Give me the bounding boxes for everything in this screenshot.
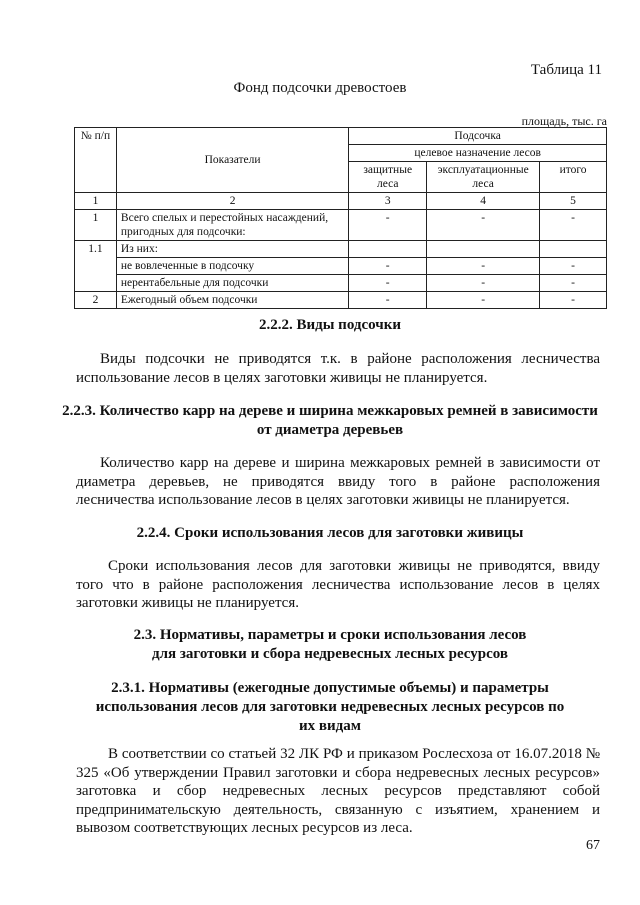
section-heading-2-3: 2.3. Нормативы, параметры и сроки использования лесов для заготовки и сбора недревесных лесных ресурсов xyxy=(133,627,527,662)
index-cell: 5 xyxy=(540,193,607,210)
row-label: нерентабельные для подсочки xyxy=(116,275,348,292)
row-value: - xyxy=(540,292,607,309)
row-value: - xyxy=(427,258,540,275)
header-protective: защитные леса xyxy=(349,162,427,193)
table-label: Таблица 11 xyxy=(530,62,602,78)
table-row xyxy=(75,210,607,241)
row-value: - xyxy=(349,292,427,309)
table-row xyxy=(75,258,607,275)
row-label: Всего спелых и перестойных насаждений, пригодных для подсочки: xyxy=(116,210,348,241)
tapping-fund-table xyxy=(74,127,607,309)
index-cell: 3 xyxy=(349,193,427,210)
header-number: № п/п xyxy=(75,128,117,193)
table-title: Фонд подсочки древостоев xyxy=(233,80,407,96)
index-cell: 4 xyxy=(427,193,540,210)
row-label: Ежегодный объем подсочки xyxy=(116,292,348,309)
row-value: - xyxy=(540,210,607,241)
row-label: не вовлеченные в подсочку xyxy=(116,258,348,275)
section-heading-2-2-2: 2.2.2. Виды подсочки xyxy=(258,317,401,333)
section-heading-2-3-1: 2.3.1. Нормативы (ежегодные допустимые объемы) и параметры использования лесов для заготовки недревесных лесных ресурсов по их видам xyxy=(95,680,565,734)
index-cell: 1 xyxy=(75,193,117,210)
row-value: - xyxy=(427,275,540,292)
header-exploitation: эксплуатационные леса xyxy=(427,162,540,193)
table-row xyxy=(75,241,607,258)
section-paragraph-2-2-4: Сроки использования лесов для заготовки живицы не приводятся, ввиду того что в районе расположения лесничества использование лесов в целях заготовки живицы не планируется. xyxy=(76,558,600,611)
table-row xyxy=(75,275,607,292)
row-value: - xyxy=(349,275,427,292)
section-paragraph-2-2-3: Количество карр на дереве и ширина межкаровых ремней в зависимости от диаметра деревьев, не приводятся ввиду того в районе расположения лесничества использование лесов в целях заготовки живицы не планируется. xyxy=(76,455,600,508)
row-value: - xyxy=(349,258,427,275)
section-heading-2-2-4: 2.2.4. Сроки использования лесов для заготовки живицы xyxy=(136,525,524,541)
page-number: 67 xyxy=(586,838,600,853)
section-heading-2-2-3: 2.2.3. Количество карр на дереве и ширина межкаровых ремней в зависимости от диаметра деревьев xyxy=(62,403,598,438)
row-value: - xyxy=(427,292,540,309)
table-units: площадь, тыс. га xyxy=(521,114,607,128)
header-tapping: Подсочка xyxy=(349,128,607,145)
row-value xyxy=(540,241,607,258)
row-value: - xyxy=(349,210,427,241)
table-header-row xyxy=(75,128,607,145)
row-number: 1.1 xyxy=(75,241,117,292)
header-indicators: Показатели xyxy=(116,128,348,193)
row-value: - xyxy=(540,275,607,292)
section-paragraph-2-3-1: В соответствии со статьей 32 ЛК РФ и приказом Рослесхоза от 16.07.2018 № 325 «Об утверждении Правил заготовки и сбора недревесных лесных ресурсов» заготовка и сбор недревесных лесных ресурсов представляют собой предпринимательскую деятельность, связанную с изъятием, хранением и вывозом соответствующих лесных ресурсов из леса. xyxy=(76,746,600,836)
row-value xyxy=(349,241,427,258)
row-value: - xyxy=(427,210,540,241)
header-forest-purpose: целевое назначение лесов xyxy=(349,145,607,162)
row-value xyxy=(427,241,540,258)
row-label: Из них: xyxy=(116,241,348,258)
section-paragraph-2-2-2: Виды подсочки не приводятся т.к. в районе расположения лесничества использование лесов в целях заготовки живицы не планируется. xyxy=(76,351,600,386)
table-index-row xyxy=(75,193,607,210)
index-cell: 2 xyxy=(116,193,348,210)
header-total: итого xyxy=(540,162,607,193)
row-value: - xyxy=(540,258,607,275)
row-number: 1 xyxy=(75,210,117,241)
row-number: 2 xyxy=(75,292,117,309)
table-row xyxy=(75,292,607,309)
